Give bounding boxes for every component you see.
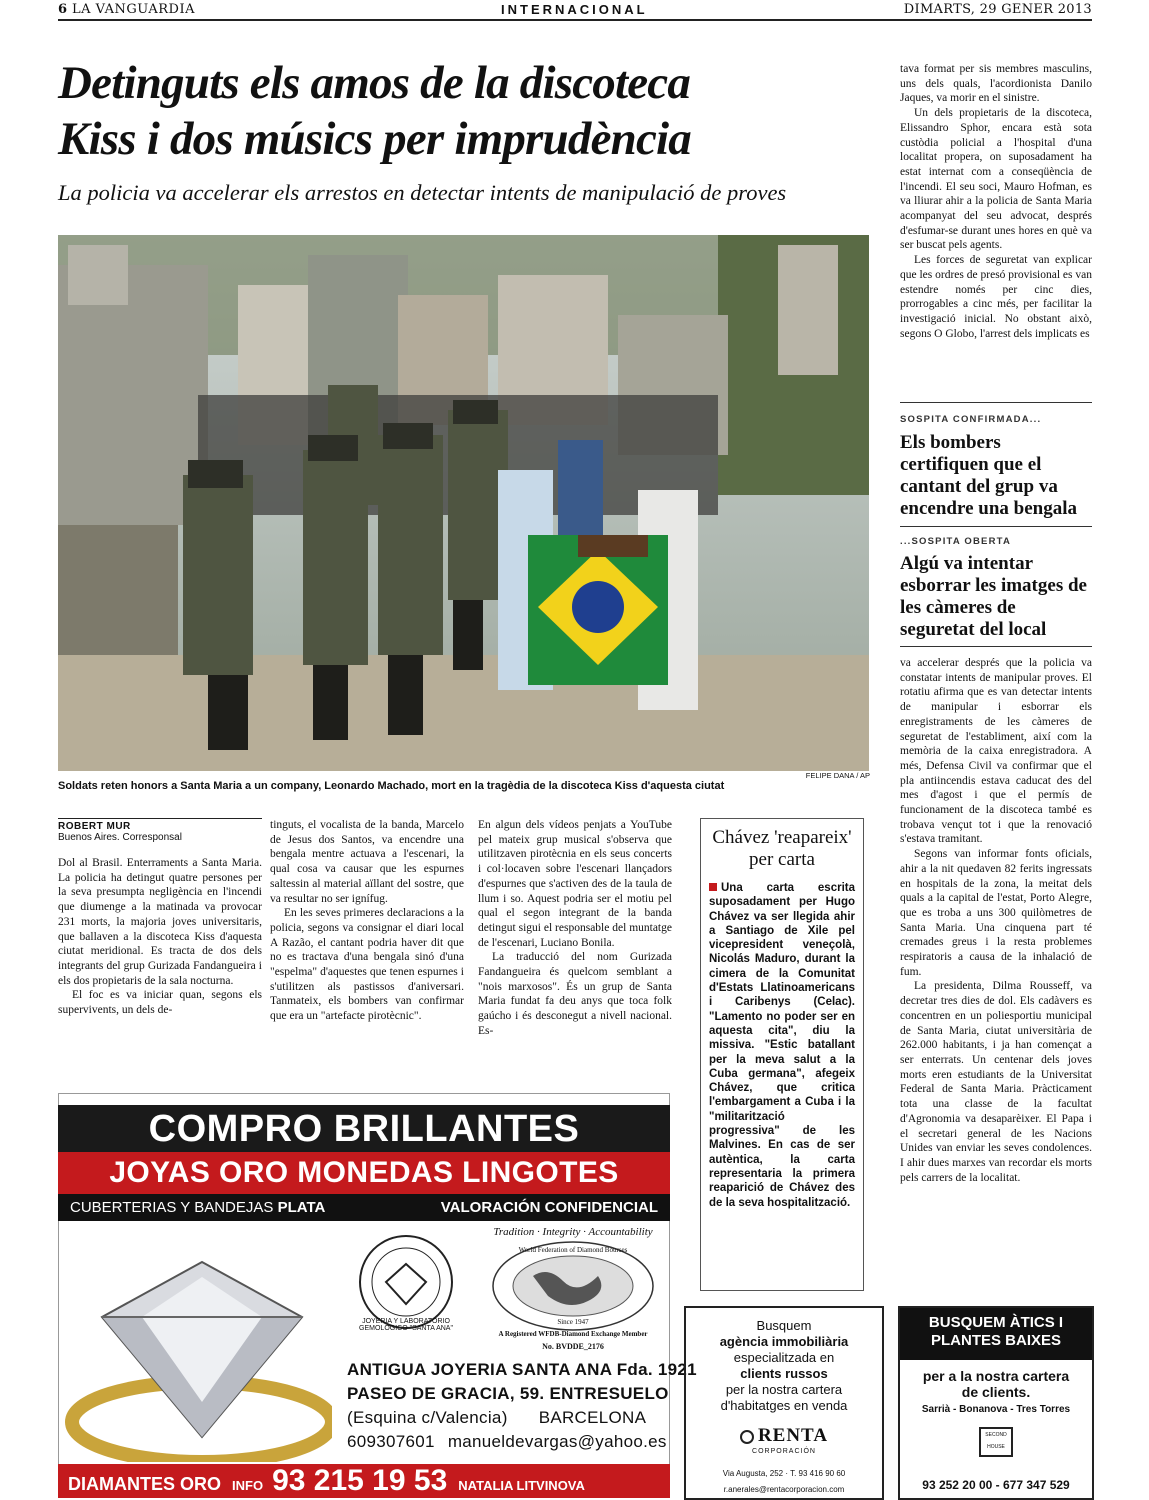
byline-place: Buenos Aires. Corresponsal <box>58 832 182 843</box>
pull-tag-2: ...SOSPITA OBERTA <box>900 536 1012 547</box>
pull-head-2: Algú va intentar esborrar les imatges de les càmeres de seguretat del local <box>900 553 1087 640</box>
ad-bottom-bar <box>58 1464 670 1498</box>
article-paragraph: Dol al Brasil. Enterraments a Santa Maria. La policia ha detingut quatre persones per la seva presumpta negligència en l'incendi que diumenge a la matinada va provocar 231 morts, la majoria joves universitaris, que ballaven a la discoteca Kiss d'aquesta ciutat meridional. Es tracta de dos dels integrants del grup Gurizada Fandangueira i els dos propietaris de la sala nocturna. <box>58 857 262 987</box>
ad-diamantes: DIAMANTES ORO <box>68 1474 221 1494</box>
renta-line-6: d'habitatges en venda <box>720 1398 848 1413</box>
renta-line-1: Busquem <box>756 1318 812 1333</box>
wfdb-seal <box>478 1226 668 1342</box>
sidebar-text: Una carta escrita suposadament per Hugo Chávez va ser llegida ahir a Santiago de Xile pel vicepresident veneçolà, Nicolás Maduro, durant la cimera de la Comunitat d'Estats Llatinoamericans i Caribenys (Celac). "Lamento no poder ser en aquesta cita", diu la missiva. "Estic batallant per la meva salut a la Cuba germana", afegeix Chávez, que critica l'embargament a Cuba i la "militarització progressiva" de les Malvines. En cas de ser autèntica, la carta representaria la primera reaparició de Chávez des de la seva hospitalització. <box>709 882 855 1209</box>
seal2-number: No. BVDDE_2176 <box>542 1342 604 1351</box>
chavez-sidebar <box>700 818 864 1291</box>
renta-email[interactable]: r.anerales@rentacorporacion.com <box>723 1485 845 1494</box>
red-square-icon <box>709 883 717 891</box>
publication-name: LA VANGUARDIA <box>72 2 195 17</box>
article-paragraph: La presidenta, Dilma Rousseff, va decretar tres dies de dol. Els cadàvers es concentren en un poliesportiu municipal de Santa Maria, ciutat universitària de 262.000 habitants, i ja han començat a ser enterrats. Un centenar dels joves morts eren estudiants de la Universitat Federal de Santa Maria. Pràcticament tota una classe de la facultat d'Agronomia va desaparèixer. El Papa i el secretari general de les Nacions Unides van enviar les seves condolences. I ahir dues marxes van recordar els morts pels carrers de la localitat. <box>900 980 1092 1184</box>
right-column-top <box>900 62 1092 341</box>
seal2-bottom: A Registered WFDB-Diamond Exchange Member <box>498 1330 648 1338</box>
sidebar-title: Chávez 'reapareix' per carta <box>712 827 852 870</box>
article-paragraph: Les forces de seguretat van explicar que les ordres de presó provisional es van estendre només per cinc dies, prorrogables a cinc més, per facilitar la investigació inicial. No obstant això, segons O Globo, l'arrest dels implicats es <box>900 254 1092 340</box>
ad-city: BARCELONA <box>538 1408 647 1427</box>
second-house-areas: Sarrià - Bonanova - Tres Torres <box>921 1404 1071 1415</box>
article-paragraph: La traducció del nom Gurizada Fandangueira és quelcom semblant a "nois marxosos". És un grup de Santa Maria fundat fa deu anys que toca folk gaúcho i és desconegut a nivell nacional. Es- <box>478 951 672 1037</box>
renta-brand-sub: CORPORACIÓN <box>752 1448 816 1455</box>
second-house-phones[interactable]: 93 252 20 00 - 677 347 529 <box>922 1478 1070 1492</box>
article-column-2 <box>270 818 464 1024</box>
funeral-photo-illustration <box>58 235 869 771</box>
article-paragraph: tava format per sis membres masculins, uns dels quals, l'acordionista Danilo Jaques, va morir en el sinistre. <box>900 63 1092 105</box>
seal2-top: Tradition · Integrity · Accountability <box>493 1226 653 1238</box>
seal2-since: Since 1947 <box>557 1318 589 1326</box>
pull-divider-1 <box>900 402 1092 403</box>
headline-line-2: Kiss i dos músics per imprudència <box>58 113 692 165</box>
ad-valoracion: VALORACIÓN CONFIDENCIAL <box>440 1199 658 1216</box>
ad-info-number[interactable]: 93 215 19 53 <box>272 1464 448 1497</box>
article-paragraph: va accelerar després que la policia va constatar intents de manipular proves. El rotatiu afirma que es van detectar intents de manipular i esborrar els enregistraments de les càmeres de seguretat de l'establiment, així com la memòria de la caixa enregistradora. A més, Defensa Civil va confirmar que el pla antiincendis estava caducat des del mes d'agost i que el permís de funcionament de la discoteca també es trobava vençut tot i que la renovació s'estava tramitant. <box>900 657 1092 846</box>
article-paragraph: tinguts, el vocalista de la banda, Marcelo de Jesus dos Santos, va encendre una bengala mentre actuava a l'escenari, la qual cosa va causar que les espurnes saltessin al material aïllant del sostre, que va resultar no ser ignífug. <box>270 819 464 905</box>
page-header <box>58 2 1092 20</box>
ad-address-3 <box>347 1408 646 1428</box>
ad-joyas-line: JOYAS ORO MONEDAS LINGOTES <box>58 1152 670 1194</box>
renta-brand: RENTA <box>757 1425 829 1446</box>
article-paragraph: En algun dels vídeos penjats a YouTube pel mateix grup musical s'observa que utilitzaven pirotècnia en els seus concerts i col·locaven sobre l'escenari llançadors d'espurnes que s'activen des de la taula de llum i so. Aquest podria ser el motiu pel qual el segon integrant de la banda detingut sigui el responsable del muntatge de l'escenari, Luciano Bonila. <box>478 819 672 949</box>
renta-logo <box>686 1425 882 1446</box>
byline <box>58 818 262 843</box>
renta-line-4: clients russos <box>740 1366 828 1381</box>
renta-line-5: per la nostra cartera <box>725 1382 843 1397</box>
second-house-logo: SECOND HOUSE <box>979 1427 1013 1457</box>
seal-icon <box>352 1232 460 1332</box>
issue-date: DIMARTS, 29 GENER 2013 <box>903 2 1092 17</box>
second-house-line-2: de clients. <box>961 1384 1031 1400</box>
headline <box>58 55 878 167</box>
renta-ad <box>684 1306 884 1500</box>
headline-line-1: Detinguts els amos de la discoteca <box>58 57 691 109</box>
ad-address-2: PASEO DE GRACIA, 59. ENTRESUELO <box>347 1384 669 1403</box>
renta-line-3: especialitzada en <box>733 1350 835 1365</box>
ad-compro-brillantes: COMPRO BRILLANTES <box>58 1105 670 1152</box>
pull-tag-1: SOSPITA CONFIRMADA... <box>900 414 1042 425</box>
renta-address: Via Augusta, 252 · T. 93 416 90 60 <box>722 1469 846 1478</box>
ad-corner: (Esquina c/Valencia) <box>347 1408 508 1427</box>
ad-phone[interactable]: 609307601 <box>347 1432 435 1451</box>
right-column-bottom <box>900 656 1092 1185</box>
diamond-ring-image <box>62 1222 332 1462</box>
article-paragraph: El foc es va iniciar quan, segons els supervivents, un dels de- <box>58 989 262 1017</box>
santa-ana-seal <box>352 1232 460 1332</box>
article-paragraph: En les seves primeres declaracions a la policia, segons va consignar el diari local A Razão, el cantant podria haver dit que no es tractava d'una bengala sinó d'una "espelma" d'aquestes que tenen espurnes i s'utilitzen als pastissos d'aniversari. Tanmateix, els bombers van confirmar que era un "artefacte pirotècnic". <box>270 907 464 1023</box>
ad-address-1: ANTIGUA JOYERIA SANTA ANA Fda. 1921 <box>347 1360 697 1379</box>
pull-divider-2 <box>900 526 1092 527</box>
ad-info: INFO <box>232 1478 264 1493</box>
seal2-mid: World Federation of Diamond Bourses <box>518 1246 628 1254</box>
photo-credit: FELIPE DANA / AP <box>805 771 870 780</box>
byline-name: ROBERT MUR <box>58 821 131 832</box>
ad-plata: PLATA <box>277 1199 326 1216</box>
article-column-3 <box>478 818 672 1039</box>
ad-contact <box>347 1432 667 1452</box>
second-house-line-1: per a la nostra cartera <box>922 1368 1070 1384</box>
article-paragraph: Segons van informar fonts oficials, ahir a la nit quedaven 82 ferits ingressats en hospitals de la zona, la meitat dels quals a la capital de l'estat, Porto Alegre, que es troba a uns 300 quilòmetres de Santa Maria. Una cinquena part té cremades greus i la resta problemes respiratoris a causa de la inhalació de fum. <box>900 848 1092 978</box>
article-column-1 <box>58 856 262 1018</box>
header-rule <box>58 19 1092 21</box>
second-house-ad <box>898 1306 1094 1500</box>
pull-divider-3 <box>900 646 1092 647</box>
photo-caption: Soldats reten honors a Santa Maria a un company, Leonardo Machado, mort en la tragèdia de la discoteca Kiss d'aquesta ciutat <box>58 780 725 792</box>
subheadline: La policia va accelerar els arrestos en detectar intents de manipulació de proves <box>58 180 787 205</box>
pull-head-1: Els bombers certifiquen que el cantant del grup va encendre una bengala <box>900 432 1078 519</box>
funeral-photo <box>58 235 869 771</box>
sidebar-body <box>709 881 855 1210</box>
ad-cuberterias: CUBERTERIAS Y BANDEJAS <box>70 1199 274 1216</box>
diamond-icon <box>62 1222 332 1462</box>
page-number: 6 <box>58 2 68 17</box>
section-name: INTERNACIONAL <box>501 2 648 17</box>
renta-logo-icon <box>740 1430 754 1444</box>
ad-plata-line <box>58 1194 670 1221</box>
seal1-text: JOYERIA Y LABORATORIO GEMOLOGICO "SANTA ANA" <box>359 1318 453 1332</box>
renta-line-2: agència immobiliària <box>719 1334 849 1349</box>
article-paragraph: Un dels propietaris de la discoteca, Elissandro Sphor, encara està sota custòdia policial a l'hospital d'una localitat propera, on suposadament ha estat internat com a conseqüència de l'incendi. El seu soci, Mauro Hofman, es va lliurar ahir a la policia de Santa Maria acompanyat del seu advocat, després d'esfumar-se durant unes hores en què va ser buscat pels agents. <box>900 107 1092 252</box>
ad-email[interactable]: manueldevargas@yahoo.es <box>447 1432 667 1451</box>
ad-contact-name: NATALIA LITVINOVA <box>458 1478 585 1493</box>
second-house-title: BUSQUEM ÀTICS I PLANTES BAIXES <box>900 1308 1092 1360</box>
